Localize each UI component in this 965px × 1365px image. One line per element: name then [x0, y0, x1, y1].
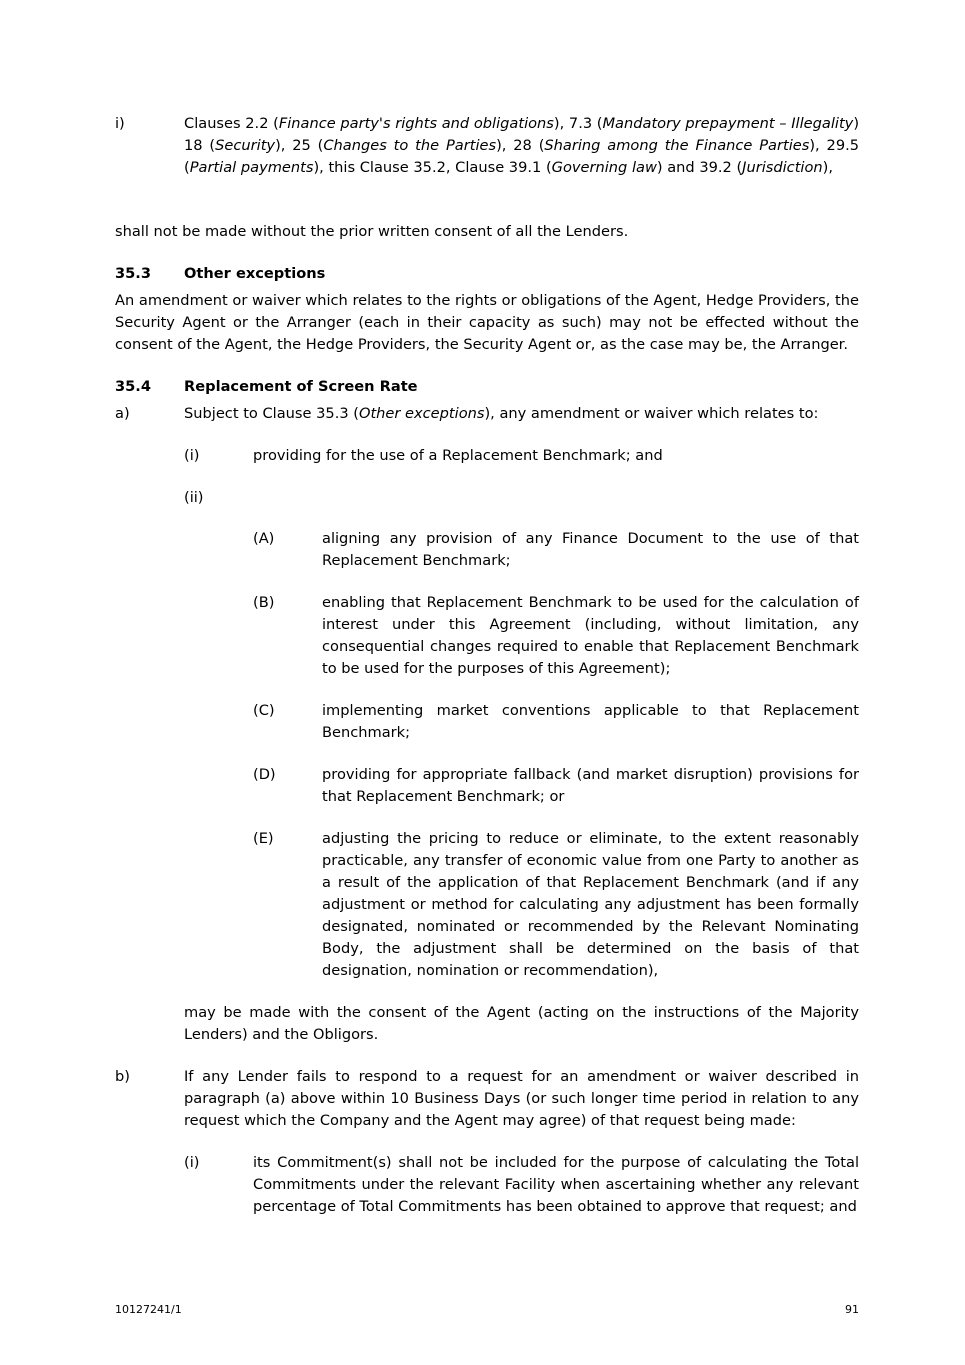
- list-item: aligning any provision of any Finance Document to the use of that Replacement Benchmark;: [322, 530, 859, 569]
- list-item: providing for appropriate fallback (and market disruption) provisions for that Replacement Benchmark; or: [322, 766, 859, 805]
- item-label: (i): [184, 447, 200, 464]
- item-label: b): [115, 1068, 130, 1085]
- section-number: 35.3: [115, 265, 152, 282]
- doc-reference: 10127241/1: [115, 1303, 182, 1316]
- item-label: (i): [184, 1154, 200, 1171]
- item-label: (C): [253, 702, 275, 719]
- section-body: An amendment or waiver which relates to the rights or obligations of the Agent, Hedge Providers, the Security Agent or the Arranger (each in their capacity as such) may not be effected without the consent of the Agent, the Hedge Providers, the Security Agent or, as the case may be, the Arranger.: [115, 292, 859, 353]
- item-label: a): [115, 405, 130, 422]
- paragraph-a: Subject to Clause 35.3 (Other exceptions), any amendment or waiver which relates to:: [184, 405, 819, 422]
- item-label: (D): [253, 766, 276, 783]
- page-number: 91: [845, 1303, 859, 1316]
- sub-item-b-i: its Commitment(s) shall not be included for the purpose of calculating the Total Commitments under the relevant Facility when ascertaining whether any relevant percentage of Total Commitments has been obtained to approve that request; and: [253, 1154, 859, 1215]
- item-label: (B): [253, 594, 275, 611]
- item-label: (ii): [184, 489, 204, 506]
- item-label: (A): [253, 530, 275, 547]
- paragraph-b: If any Lender fails to respond to a request for an amendment or waiver described in paragraph (a) above within 10 Business Days (or such longer time period in relation to any request which the Company and the Agent may agree) of that request being made:: [184, 1068, 859, 1129]
- list-item: enabling that Replacement Benchmark to be used for the calculation of interest under this Agreement (including, without limitation, any consequential changes required to enable that Replacement Benchmark to be used for the purposes of this Agreement);: [322, 594, 859, 677]
- item-label: (E): [253, 830, 274, 847]
- section-title: Replacement of Screen Rate: [184, 378, 418, 395]
- consent-paragraph: may be made with the consent of the Agent (acting on the instructions of the Majority Lenders) and the Obligors.: [184, 1004, 859, 1043]
- section-title: Other exceptions: [184, 265, 326, 282]
- list-item: implementing market conventions applicable to that Replacement Benchmark;: [322, 702, 859, 741]
- consent-line: shall not be made without the prior written consent of all the Lenders.: [115, 223, 629, 240]
- list-item: adjusting the pricing to reduce or eliminate, to the extent reasonably practicable, any transfer of economic value from one Party to another as a result of the application of that Replacement Benchmark (and if any adjustment or method for calculating any adjustment has been formally designated, nominated or recommended by the Relevant Nominating Body, the adjustment shall be determined on the basis of that designation, nomination or recommendation),: [322, 830, 859, 979]
- item-i-text: Clauses 2.2 (Finance party's rights and obligations), 7.3 (Mandatory prepayment – Illegality) 18 (Security), 25 (Changes to the Parties), 28 (Sharing among the Finance Parties), 29.5 (Partial payments), this Clause 35.2, Clause 39.1 (Governing law) and 39.2 (Jurisdiction),: [184, 115, 860, 176]
- sub-item-i: providing for the use of a Replacement Benchmark; and: [253, 447, 663, 464]
- item-label: i): [115, 115, 125, 132]
- section-number: 35.4: [115, 378, 152, 395]
